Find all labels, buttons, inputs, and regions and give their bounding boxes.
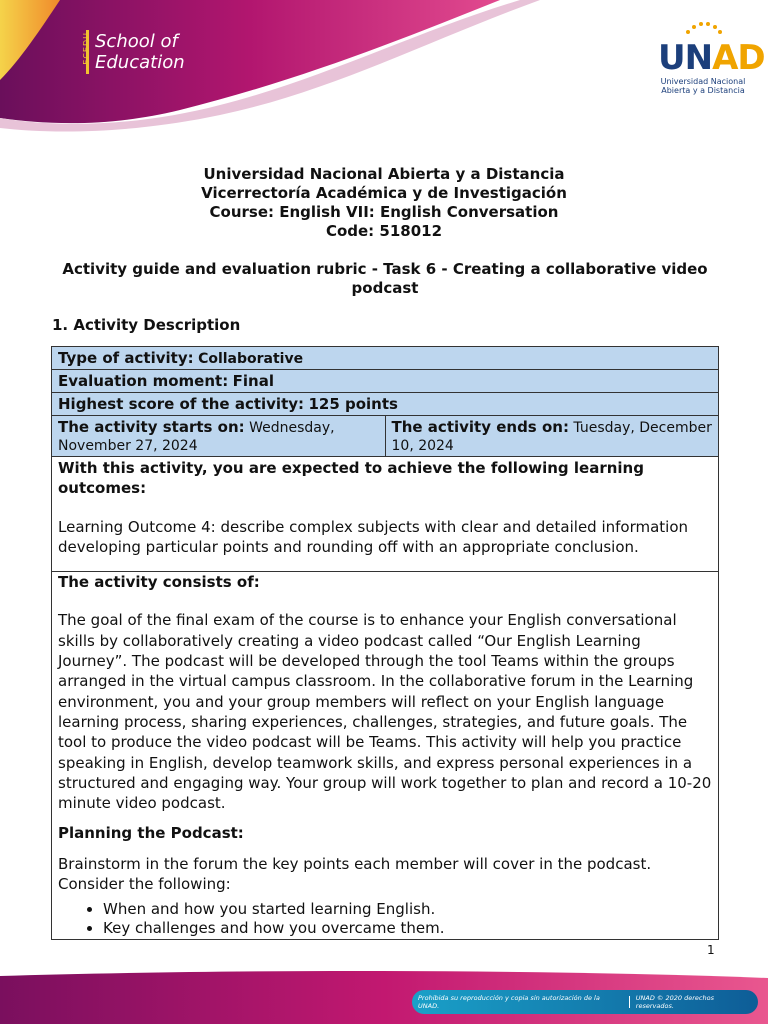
planning-list (58, 900, 712, 938)
end-value: Tuesday, December 10, 2024 (391, 420, 712, 454)
brand-vertical-tag: ECEDU (82, 32, 91, 65)
section-heading: 1. Activity Description (52, 316, 241, 334)
brand-line-2: Education (95, 52, 185, 73)
table-row (52, 457, 719, 572)
footer-copyright: UNAD © 2020 derechos reservados. (635, 994, 714, 1010)
type-value: Collaborative (198, 351, 304, 367)
learning-outcome-text: Learning Outcome 4: describe complex subjects with clear and detailed information developing particular points and rounding off with an appropriate conclusion. (58, 517, 689, 556)
footer-divider (629, 996, 630, 1008)
score-value: 125 points (308, 395, 398, 413)
evaluation-value: Final (232, 372, 274, 390)
title-line-4: Code: 518012 (325, 222, 443, 240)
list-item: • When and how you started learning English. (103, 900, 712, 919)
table-row (52, 347, 719, 370)
activity-description-table (51, 346, 719, 940)
brand-line-1: School of (95, 31, 178, 52)
footer-reproduction-notice: Prohibida su reproducción y copia sin autorización de la UNAD. (418, 994, 600, 1010)
logo-word-prefix: UN (658, 38, 713, 78)
logo-sub-line-1: Universidad Nacional (660, 77, 746, 86)
end-label: The activity ends on: (391, 418, 569, 436)
logo-sub-line-2: Abierta y a Distancia (661, 86, 745, 95)
page-number: 1 (707, 943, 715, 957)
footer-notice (418, 992, 754, 1012)
type-label: Type of activity: (58, 349, 194, 367)
score-label: Highest score of the activity: (58, 395, 305, 413)
logo-word-suffix: AD (712, 38, 765, 78)
list-item: • Key challenges and how you overcame them. (103, 919, 712, 938)
planning-paragraph: Brainstorm in the forum the key points each member will cover in the podcast. Consider the following: (58, 854, 652, 894)
consists-heading: The activity consists of: (58, 573, 260, 592)
activity-guide-title: Activity guide and evaluation rubric - Task 6 - Creating a collaborative video podcast (62, 260, 708, 297)
document-title-block (0, 165, 768, 241)
unad-logo (658, 20, 765, 95)
table-row (52, 393, 719, 416)
consists-paragraph: The goal of the final exam of the course is to enhance your English conversational skills by collaboratively creating a video podcast called “Our English Learning Journey”. The podcast will be developed through the tool Teams within the groups arranged in the virtual campus classroom. In the collaborative forum in the Learning environment, you and your group members will reflect on your English language learning process, sharing experiences, challenges, strategies, and future goals. The tool to produce the video podcast will be Teams. This activity will help you practice speaking in English, develop teamwork skills, and express personal experiences in a structured and engaging way. Your group will work together to plan and record a 10-20 minute video podcast. (58, 611, 712, 813)
outcomes-heading: With this activity, you are expected to achieve the following learning outcomes: (58, 459, 644, 498)
school-of-education-brand (82, 30, 185, 74)
table-row (52, 416, 719, 457)
title-line-3: Course: English VII: English Conversation (209, 203, 559, 221)
start-value: Wednesday, November 27, 2024 (58, 420, 335, 454)
evaluation-label: Evaluation moment: (58, 372, 229, 390)
logo-dots-icon (683, 21, 723, 35)
table-row (52, 370, 719, 393)
start-label: The activity starts on: (58, 418, 245, 436)
table-row (52, 572, 719, 940)
title-line-2: Vicerrectoría Académica y de Investigación (201, 184, 567, 202)
planning-heading: Planning the Podcast: (58, 824, 244, 843)
title-line-1: Universidad Nacional Abierta y a Distancia (203, 165, 565, 183)
